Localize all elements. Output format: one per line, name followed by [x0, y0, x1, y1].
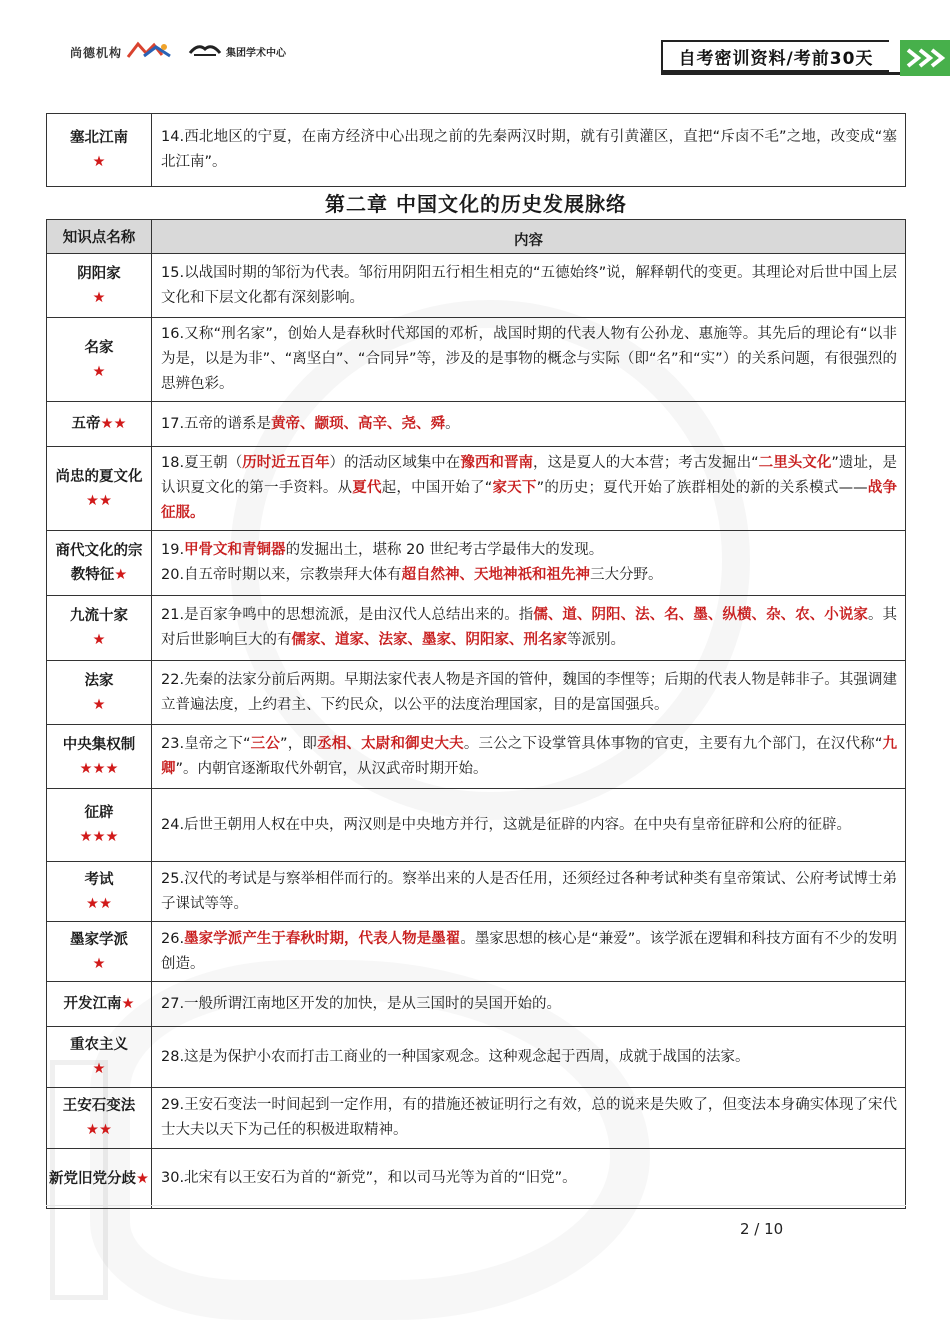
- importance-stars: ★★★: [79, 829, 119, 845]
- knowledge-point-name: [47, 1027, 152, 1088]
- highlighted-text: 儒、道、阴阳、法、名、墨、纵横、杂、农、小说家: [533, 607, 868, 623]
- knowledge-point-name: [47, 531, 152, 596]
- table-row: [47, 1088, 906, 1149]
- knowledge-point-content: [152, 318, 906, 402]
- importance-stars: ★: [136, 1170, 149, 1187]
- knowledge-point-name: [47, 982, 152, 1027]
- content-text: 。三公之下设掌管具体事物的官吏，主要有九个部门，在汉代称“: [463, 735, 883, 752]
- knowledge-point-name: [47, 661, 152, 725]
- knowledge-point-content: [152, 531, 906, 596]
- page-number: 2 / 10: [740, 1220, 784, 1238]
- knowledge-point-name: [47, 789, 152, 862]
- chapter-title: 第二章 中国文化的历史发展脉络: [325, 192, 627, 216]
- content-text: 22.先秦的法家分前后两期。早期法家代表人物是齐国的管仲，魏国的李悝等；后期的代表人物是韩非子。其强调建立普遍法度，上约君主、下约民众，以公平的法度治理国家，目的是富国强兵。: [161, 671, 897, 713]
- content-text: 18.夏王朝（: [161, 455, 243, 471]
- knowledge-point-label: 征辟: [84, 805, 114, 821]
- content-text: 26.: [161, 930, 185, 947]
- highlighted-text: 三公: [250, 735, 281, 752]
- knowledge-point-content: [152, 922, 906, 982]
- knowledge-point-label: 九流十家: [70, 608, 128, 624]
- knowledge-point-label: 考试: [84, 871, 114, 888]
- header-banner: 自考密训资料/考前30天: [661, 40, 889, 72]
- knowledge-point-content: [152, 789, 906, 862]
- brand-logo-icon: [126, 41, 172, 59]
- table-header-row: [47, 220, 906, 254]
- table-row: [47, 402, 906, 447]
- importance-stars: ★: [114, 567, 128, 583]
- footer-divider: [46, 1205, 906, 1206]
- content-text: 24.后世王朝用人权在中央，两汉则是中央地方并行，这就是征辟的内容。在中央有皇帝征辟和公府的征辟。: [161, 816, 852, 833]
- knowledge-point-label: 五帝: [71, 416, 101, 432]
- knowledge-point-name: [47, 922, 152, 982]
- table-row: [47, 114, 906, 187]
- content-text: 28.这是为保护小农而打击工商业的一种国家观念。这种观念起于西周，成就于战国的法家。: [161, 1048, 750, 1065]
- knowledge-point-content: [152, 862, 906, 922]
- content-text: ）的活动区域集中在: [329, 455, 461, 471]
- knowledge-point-label: 开发江南: [63, 996, 122, 1012]
- table-row: [47, 596, 906, 661]
- content-text: ”。内朝官逐渐取代外朝官，从汉武帝时期开始。: [175, 760, 488, 777]
- content-text: 等派别。: [567, 632, 625, 648]
- table-row: [47, 661, 906, 725]
- highlighted-text: 超自然神、天地神祇和祖先神: [401, 567, 591, 583]
- content-text: 23.皇帝之下“: [161, 735, 251, 752]
- knowledge-point-name: [47, 862, 152, 922]
- chevron-arrows-icon: [900, 40, 950, 76]
- content-text: ”遗址，是认识夏文化的第一手资料。从: [161, 455, 898, 496]
- importance-stars: ★: [92, 154, 106, 170]
- knowledge-point-content: [152, 114, 906, 187]
- column-header-content: 内容: [152, 220, 906, 254]
- highlighted-text: 九卿: [161, 735, 898, 777]
- banner-underline: [661, 72, 901, 75]
- knowledge-point-content: [152, 1088, 906, 1149]
- knowledge-point-name: [47, 254, 152, 318]
- knowledge-point-label: 墨家学派: [70, 931, 128, 948]
- highlighted-text: 黄帝、颛顼、高辛、尧、舜: [271, 415, 446, 432]
- highlighted-text: 儒家、道家、法家、墨家、阴阳家、刑名家: [291, 632, 567, 648]
- knowledge-point-content: [152, 982, 906, 1027]
- importance-stars: ★: [92, 1061, 106, 1077]
- table-row: [47, 789, 906, 862]
- table-row: [47, 254, 906, 318]
- knowledge-point-label: 新党旧党分歧: [49, 1170, 136, 1187]
- knowledge-point-label: 中央集权制: [62, 736, 136, 753]
- knowledge-point-name: [47, 725, 152, 789]
- knowledge-point-label: 商代文化的宗教特征: [55, 543, 143, 583]
- knowledge-point-name: [47, 596, 152, 661]
- table-row: [47, 862, 906, 922]
- table-row: [47, 1149, 906, 1209]
- academic-center-icon: [188, 41, 222, 57]
- importance-stars: ★: [92, 696, 106, 713]
- knowledge-point-label: 阴阳家: [77, 265, 121, 282]
- highlighted-text: 丞相、太尉和御史大夫: [317, 735, 464, 752]
- content-text: 。: [445, 415, 460, 432]
- knowledge-point-content: [152, 661, 906, 725]
- content-text: 。墨家思想的核心是“兼爱”。该学派在逻辑和科技方面有不少的发明创造。: [161, 930, 897, 972]
- table-row: [47, 725, 906, 789]
- importance-stars: ★: [92, 363, 106, 380]
- academic-center-text: 集团学术中心: [226, 48, 286, 59]
- content-text: ”，即: [280, 735, 318, 752]
- highlighted-text: 夏代: [352, 480, 382, 496]
- content-text: 30.北宋有以王安石为首的“新党”，和以司马光等为首的“旧党”。: [161, 1170, 577, 1186]
- knowledge-table: [46, 219, 906, 1209]
- highlighted-text: 二里头文化: [758, 455, 832, 471]
- importance-stars: ★: [121, 996, 135, 1012]
- knowledge-point-name: [47, 318, 152, 402]
- knowledge-point-label: 尚忠的夏文化: [55, 468, 143, 485]
- content-text: 起，中国开始了“: [381, 480, 493, 496]
- table-row: [47, 982, 906, 1027]
- knowledge-point-content: [152, 1149, 906, 1209]
- importance-stars: ★: [92, 955, 106, 972]
- knowledge-point-content: [152, 725, 906, 789]
- importance-stars: ★: [92, 632, 106, 648]
- highlighted-text: 历时近五百年: [242, 455, 330, 471]
- continued-table: [46, 113, 906, 187]
- table-row: [47, 531, 906, 596]
- highlighted-text: 墨家学派产生于春秋时期，代表人物是墨翟: [184, 930, 461, 947]
- content-text: 19.: [161, 542, 185, 558]
- content-text: 20.自五帝时期以来，宗教崇拜大体有: [161, 567, 402, 583]
- content-text: ”的历史；夏代开始了族群相处的新的关系模式——: [536, 480, 868, 496]
- content-text: 15.以战国时期的邹衍为代表。邹衍用阴阳五行相生相克的“五德始终”说，解释朝代的变更。其理论对后世中国上层文化和下层文化都有深刻影响。: [161, 264, 897, 306]
- highlighted-text: 豫西和晋南: [460, 455, 534, 471]
- knowledge-point-label: 名家: [84, 339, 114, 356]
- knowledge-point-name: [47, 1088, 152, 1149]
- knowledge-point-content: [152, 402, 906, 447]
- table-row: [47, 447, 906, 531]
- content-text: 。其对后世影响巨大的有: [161, 607, 898, 648]
- knowledge-point-content: [152, 254, 906, 318]
- importance-stars: ★★★: [79, 760, 119, 777]
- content-text: ，这是夏人的大本营；考古发掘出“: [533, 455, 759, 471]
- content-text: 16.又称“刑名家”，创始人是春秋时代郑国的邓析，战国时期的代表人物有公孙龙、惠施等。其先后的理论有“以非为是，以是为非”、“离坚白”、“合同异”等，涉及的是事物的概念与实际（即“名”和“实”）的关系问题，有很强烈的思辨色彩。: [161, 326, 897, 392]
- knowledge-point-name: [47, 402, 152, 447]
- knowledge-point-name: 塞北江南 ★: [47, 114, 152, 187]
- content-text: 29.王安石变法一时间起到一定作用，有的措施还被证明行之有效，总的说来是失败了，但变法本身确实体现了宋代士大夫以天下为己任的积极进取精神。: [161, 1097, 897, 1138]
- content-text: 的发掘出土，堪称 20 世纪考古学最伟大的发现。: [285, 542, 604, 558]
- knowledge-point-label: 法家: [84, 672, 114, 689]
- content-text: 25.汉代的考试是与察举相伴而行的。察举出来的人是否任用，还须经过各种考试种类有皇帝策试、公府考试博士弟子课试等等。: [161, 870, 897, 912]
- content-text: 三大分野。: [590, 567, 663, 583]
- importance-stars: ★★: [86, 895, 112, 912]
- highlighted-text: 甲骨文和青铜器: [184, 542, 286, 558]
- table-row: [47, 318, 906, 402]
- knowledge-point-name: [47, 1149, 152, 1209]
- highlighted-text: 家天下: [492, 480, 537, 496]
- knowledge-point-content: [152, 447, 906, 531]
- content-text: 14.西北地区的宁夏，在南方经济中心出现之前的先秦两汉时期，就有引黄灌区，直把“斥卤不毛”之地，改变成“塞北江南”。: [161, 129, 897, 170]
- knowledge-point-content: [152, 596, 906, 661]
- knowledge-point-content: [152, 1027, 906, 1088]
- table-row: [47, 1027, 906, 1088]
- page-header: [0, 0, 950, 100]
- importance-stars: ★★: [86, 1122, 112, 1138]
- content-text: 17.五帝的谱系是: [161, 415, 272, 432]
- importance-stars: ★★: [86, 492, 112, 509]
- knowledge-point-label: 重农主义: [70, 1037, 128, 1053]
- content-text: 27.一般所谓江南地区开发的加快，是从三国时的吴国开始的。: [161, 995, 562, 1012]
- knowledge-point-label: 王安石变法: [62, 1098, 136, 1114]
- knowledge-point-name: [47, 447, 152, 531]
- content-text: 21.是百家争鸣中的思想流派，是由汉代人总结出来的。指: [161, 607, 534, 623]
- importance-stars: ★★: [100, 416, 127, 432]
- brand-logo-text: 尚德机构: [70, 46, 123, 60]
- table-row: [47, 922, 906, 982]
- importance-stars: ★: [92, 289, 106, 306]
- column-header-name: 知识点名称: [47, 220, 152, 254]
- highlighted-text: 战争征服。: [161, 480, 898, 521]
